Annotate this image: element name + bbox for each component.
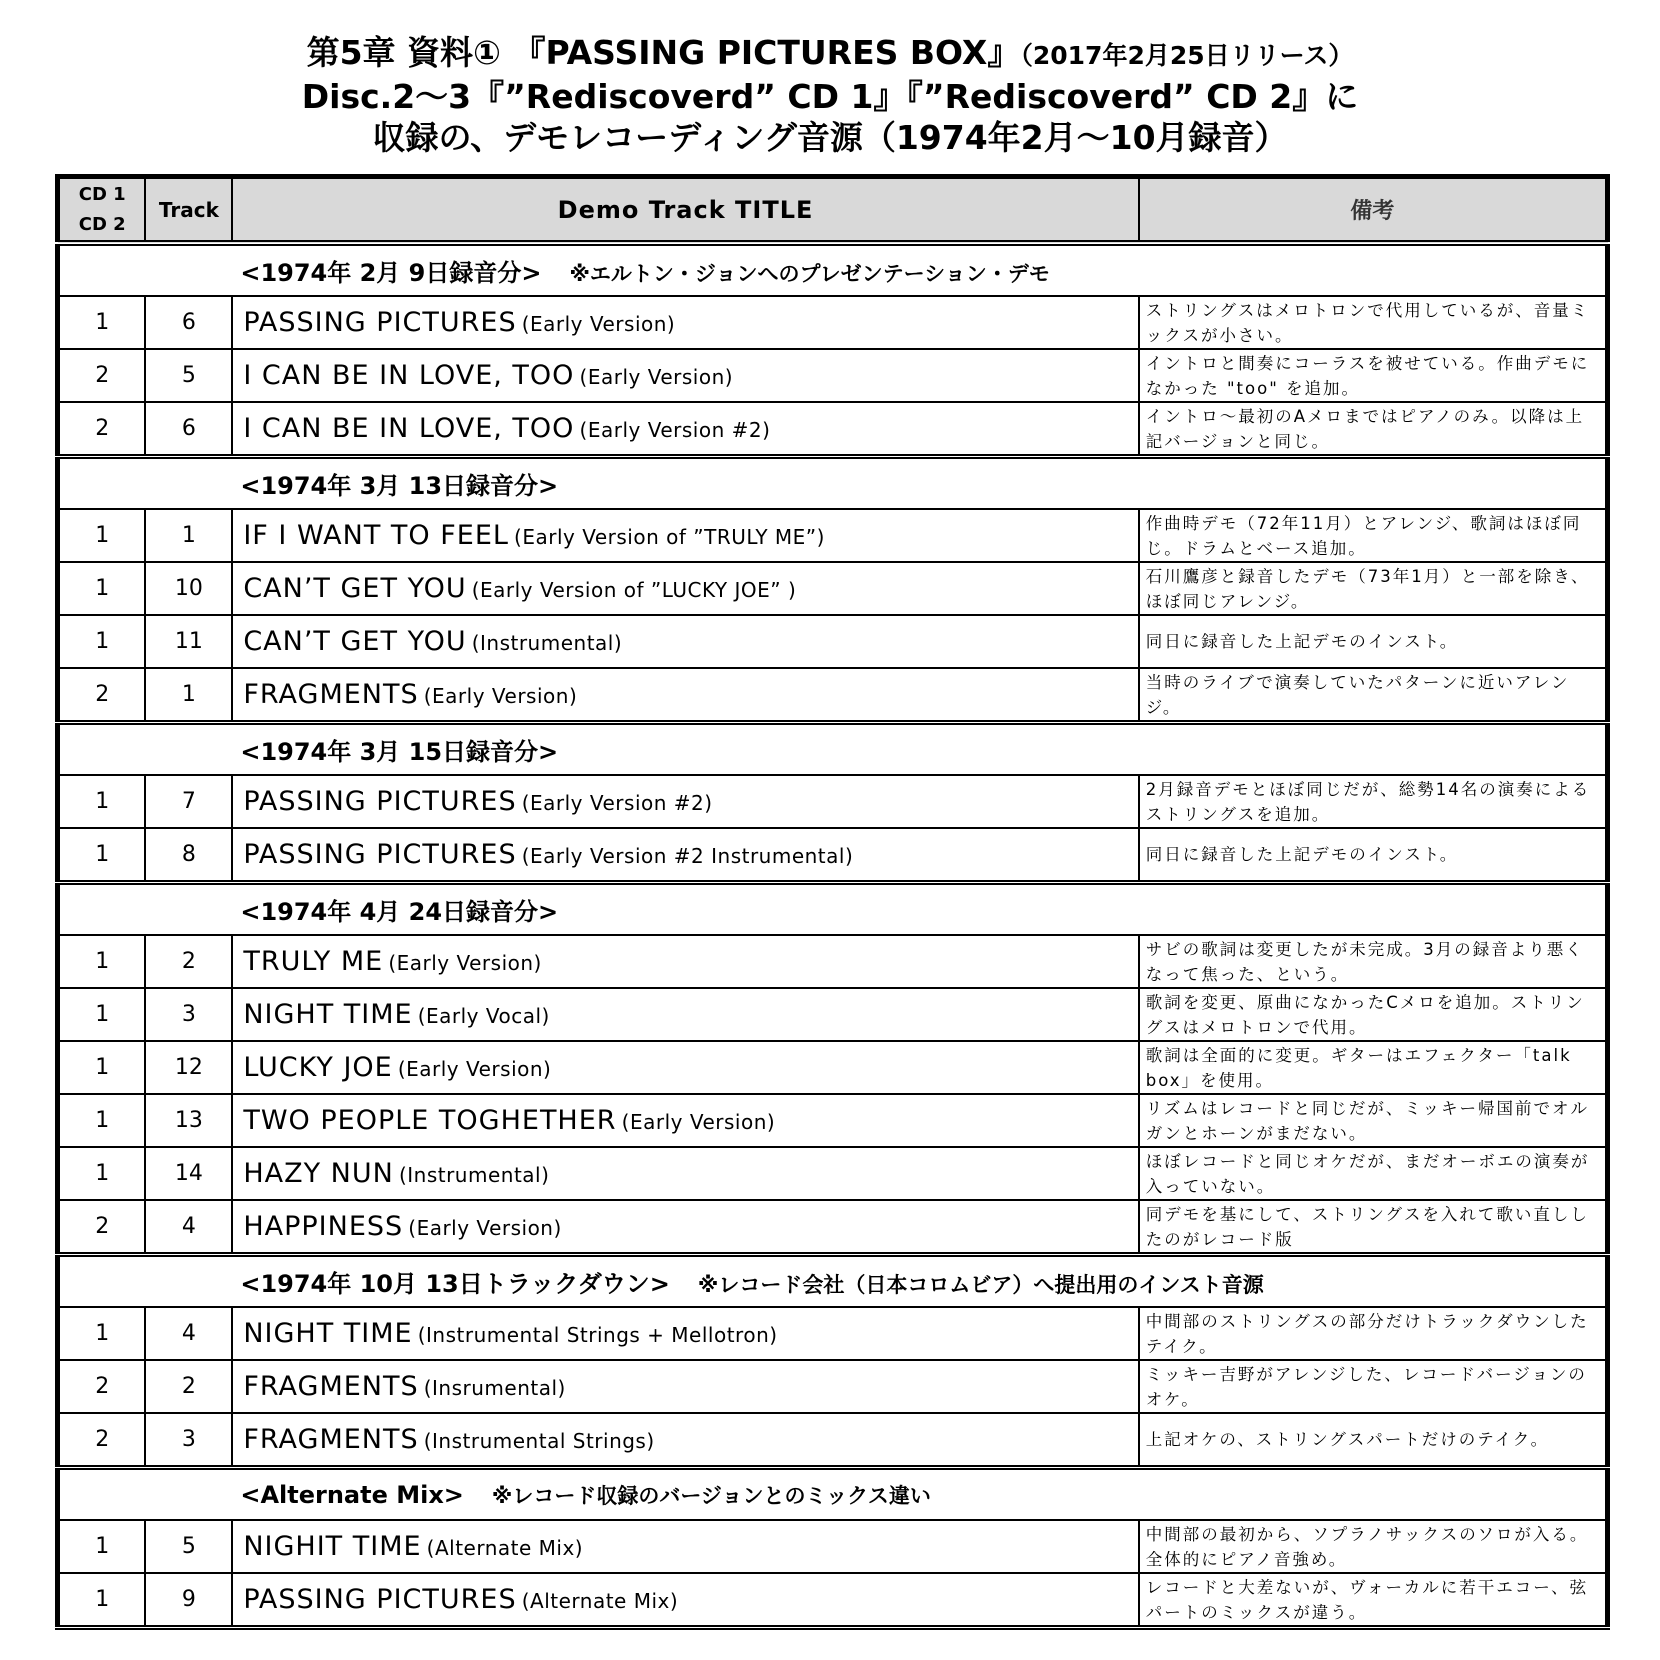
demo-track-table <box>55 174 1610 1630</box>
table-row <box>58 1094 1608 1147</box>
track-number: 12 <box>145 1041 232 1094</box>
track-note: ストリングスはメロトロンで代用しているが、音量ミックスが小さい。 <box>1139 296 1608 349</box>
cd-number: 1 <box>58 509 146 562</box>
track-title-cell <box>232 1413 1138 1468</box>
track-title: IF I WANT TO FEEL <box>243 520 509 551</box>
track-version: (Instrumental Strings) <box>423 1429 655 1453</box>
section-heading-note: ※レコード会社（日本コロムビア）へ提出用のインスト音源 <box>697 1273 1264 1297</box>
section-heading: <1974年 3月 13日録音分> <box>240 472 559 500</box>
track-version: (Early Version of ”TRULY ME”) <box>514 525 825 549</box>
track-title-cell <box>232 349 1138 402</box>
table-row <box>58 1147 1608 1200</box>
cd-number: 1 <box>58 562 146 615</box>
track-number: 2 <box>145 1360 232 1413</box>
table-row <box>58 1520 1608 1573</box>
track-version: (Early Version) <box>621 1110 776 1134</box>
track-title: CAN’T GET YOU <box>243 573 467 604</box>
table-row <box>58 402 1608 457</box>
track-number: 10 <box>145 562 232 615</box>
track-title: FRAGMENTS <box>243 679 419 710</box>
section-heading: <Alternate Mix> <box>240 1480 464 1509</box>
track-title: TRULY ME <box>243 946 384 977</box>
track-title: HAZY NUN <box>243 1158 394 1189</box>
section-heading-cell <box>232 457 1607 510</box>
track-title-cell <box>232 1360 1138 1413</box>
section-heading-note: ※レコード収録のバージョンとのミックス違い <box>491 1483 931 1508</box>
track-number: 5 <box>145 349 232 402</box>
section-heading-spacer <box>58 1468 233 1521</box>
track-title-cell <box>232 1573 1138 1628</box>
cd-number: 1 <box>58 615 146 668</box>
section-heading-cell <box>232 1468 1607 1521</box>
table-row <box>58 1360 1608 1413</box>
section-heading-cell <box>232 883 1607 936</box>
cd-number: 1 <box>58 1573 146 1628</box>
track-number: 14 <box>145 1147 232 1200</box>
track-note: 同日に録音した上記デモのインスト。 <box>1139 615 1608 668</box>
track-title-cell <box>232 1041 1138 1094</box>
table-row <box>58 988 1608 1041</box>
track-note: 作曲時デモ（72年11月）とアレンジ、歌詞はほぼ同じ。ドラムとベース追加。 <box>1139 509 1608 562</box>
track-note: ミッキー吉野がアレンジした、レコードバージョンのオケ。 <box>1139 1360 1608 1413</box>
track-title: I CAN BE IN LOVE, TOO <box>243 413 575 444</box>
section-heading-cell <box>232 243 1607 296</box>
track-note: 石川鷹彦と録音したデモ（73年1月）と一部を除き、ほぼ同じアレンジ。 <box>1139 562 1608 615</box>
section-heading-row <box>58 243 1608 296</box>
track-title-cell <box>232 296 1138 349</box>
track-version: (Early Version) <box>388 951 542 975</box>
track-version: (Early Version) <box>397 1057 552 1081</box>
section-heading: <1974年 4月 24日録音分> <box>240 898 559 926</box>
track-note: 同デモを基にして、ストリングスを入れて歌い直ししたのがレコード版 <box>1139 1200 1608 1255</box>
track-title: NIGHIT TIME <box>243 1531 422 1562</box>
cd-number: 2 <box>58 1360 146 1413</box>
track-note: レコードと大差ないが、ヴォーカルに若干エコー、弦パートのミックスが違う。 <box>1139 1573 1608 1628</box>
track-title: LUCKY JOE <box>243 1052 393 1083</box>
section-heading-note: ※エルトン・ジョンへのプレゼンテーション・デモ <box>569 262 1050 286</box>
header-title: 第5章 資料① 『PASSING PICTURES BOX』 <box>306 33 1021 72</box>
track-version: (Instrumental Strings + Mellotron) <box>417 1323 778 1347</box>
track-version: (Early Version) <box>408 1216 562 1240</box>
table-row <box>58 1307 1608 1360</box>
track-note: 2月録音デモとほぼ同じだが、総勢14名の演奏によるストリングスを追加。 <box>1139 775 1608 828</box>
cd-number: 2 <box>58 668 146 723</box>
cd-number: 2 <box>58 402 146 457</box>
cd-number: 1 <box>58 935 146 988</box>
section-heading: <1974年 2月 9日録音分> <box>240 259 542 287</box>
track-title: PASSING PICTURES <box>243 786 517 817</box>
track-note: 歌詞を変更、原曲になかったCメロを追加。ストリングスはメロトロンで代用。 <box>1139 988 1608 1041</box>
cd-number: 1 <box>58 1307 146 1360</box>
track-title-cell <box>232 935 1138 988</box>
track-number: 7 <box>145 775 232 828</box>
track-version: (Early Version #2) <box>579 418 771 442</box>
track-version: (Early Version of ”LUCKY JOE” ) <box>471 578 797 602</box>
cd-number: 2 <box>58 1413 146 1468</box>
track-note: 当時のライブで演奏していたパターンに近いアレンジ。 <box>1139 668 1608 723</box>
table-body <box>58 243 1608 1628</box>
table-row <box>58 615 1608 668</box>
col-header-cd: CD 1 CD 2 <box>58 177 146 244</box>
cd-number: 1 <box>58 1147 146 1200</box>
section-heading-cell <box>232 1255 1607 1308</box>
track-number: 3 <box>145 1413 232 1468</box>
table-row <box>58 668 1608 723</box>
track-note: イントロと間奏にコーラスを被せている。作曲デモになかった "too" を追加。 <box>1139 349 1608 402</box>
track-number: 9 <box>145 1573 232 1628</box>
track-title: I CAN BE IN LOVE, TOO <box>243 360 575 391</box>
section-heading: <1974年 10月 13日トラックダウン> <box>240 1270 670 1298</box>
track-number: 6 <box>145 296 232 349</box>
track-note: リズムはレコードと同じだが、ミッキー帰国前でオルガンとホーンがまだない。 <box>1139 1094 1608 1147</box>
track-title: NIGHT TIME <box>243 1318 413 1349</box>
table-row <box>58 775 1608 828</box>
track-number: 1 <box>145 668 232 723</box>
track-number: 1 <box>145 509 232 562</box>
track-title: FRAGMENTS <box>243 1424 419 1455</box>
track-title-cell <box>232 668 1138 723</box>
track-number: 4 <box>145 1200 232 1255</box>
header-line-3: 収録の、デモレコーディング音源（1974年2月～10月録音） <box>372 118 1288 157</box>
track-note: サビの歌詞は変更したが未完成。3月の録音より悪くなって焦った、という。 <box>1139 935 1608 988</box>
track-number: 4 <box>145 1307 232 1360</box>
section-heading-row <box>58 457 1608 510</box>
track-title: NIGHT TIME <box>243 999 413 1030</box>
track-note: ほぼレコードと同じオケだが、まだオーボエの演奏が入っていない。 <box>1139 1147 1608 1200</box>
table-row <box>58 935 1608 988</box>
track-number: 13 <box>145 1094 232 1147</box>
track-number: 5 <box>145 1520 232 1573</box>
cd-number: 1 <box>58 296 146 349</box>
track-number: 6 <box>145 402 232 457</box>
col-header-title: Demo Track TITLE <box>232 177 1138 244</box>
track-title: TWO PEOPLE TOGHETHER <box>243 1105 617 1136</box>
track-title-cell <box>232 615 1138 668</box>
track-note: 中間部の最初から、ソプラノサックスのソロが入る。全体的にピアノ音強め。 <box>1139 1520 1608 1573</box>
table-row <box>58 1573 1608 1628</box>
cd-number: 1 <box>58 1094 146 1147</box>
col-header-track: Track <box>145 177 232 244</box>
table-row <box>58 296 1608 349</box>
document-header <box>0 32 1660 158</box>
track-note: 歌詞は全面的に変更。ギターはエフェクター「talk box」を使用。 <box>1139 1041 1608 1094</box>
track-version: (Insrumental) <box>423 1376 566 1400</box>
cd-number: 1 <box>58 988 146 1041</box>
track-title-cell <box>232 402 1138 457</box>
table-row <box>58 562 1608 615</box>
header-line-2: Disc.2～3『”Rediscoverd” CD 1』『”Rediscoverd” CD 2』に <box>301 77 1359 116</box>
cd-number: 1 <box>58 775 146 828</box>
col-header-note: 備考 <box>1139 177 1608 244</box>
section-heading-spacer <box>58 723 233 776</box>
track-version: (Alternate Mix) <box>426 1536 584 1560</box>
header-line-1 <box>0 32 1660 76</box>
track-version: (Early Version #2 Instrumental) <box>521 844 854 868</box>
section-heading-row <box>58 1468 1608 1521</box>
track-title: FRAGMENTS <box>243 1371 419 1402</box>
table-row <box>58 349 1608 402</box>
section-heading-spacer <box>58 457 233 510</box>
section-heading-row <box>58 883 1608 936</box>
track-note: 同日に録音した上記デモのインスト。 <box>1139 828 1608 883</box>
section-heading-row <box>58 723 1608 776</box>
track-version: (Early Vocal) <box>417 1004 550 1028</box>
track-title-cell <box>232 1094 1138 1147</box>
table-row <box>58 509 1608 562</box>
track-number: 11 <box>145 615 232 668</box>
track-title: CAN’T GET YOU <box>243 626 467 657</box>
table-row <box>58 1413 1608 1468</box>
track-version: (Early Version) <box>423 684 578 708</box>
section-heading-spacer <box>58 1255 233 1308</box>
track-number: 3 <box>145 988 232 1041</box>
track-title-cell <box>232 828 1138 883</box>
track-note: 中間部のストリングスの部分だけトラックダウンしたテイク。 <box>1139 1307 1608 1360</box>
section-heading-cell <box>232 723 1607 776</box>
track-version: (Early Version #2) <box>521 791 713 815</box>
track-title-cell <box>232 1307 1138 1360</box>
track-version: (Instrumental) <box>471 631 623 655</box>
cd-number: 1 <box>58 1520 146 1573</box>
track-title-cell <box>232 1147 1138 1200</box>
track-version: (Early Version) <box>521 312 676 336</box>
track-title-cell <box>232 1200 1138 1255</box>
track-title-cell <box>232 1520 1138 1573</box>
track-title: HAPPINESS <box>243 1211 404 1242</box>
section-heading-spacer <box>58 883 233 936</box>
track-title: PASSING PICTURES <box>243 1584 517 1615</box>
section-heading: <1974年 3月 15日録音分> <box>240 738 559 766</box>
track-note: 上記オケの、ストリングスパートだけのテイク。 <box>1139 1413 1608 1468</box>
track-title-cell <box>232 988 1138 1041</box>
track-title-cell <box>232 509 1138 562</box>
track-number: 2 <box>145 935 232 988</box>
track-version: (Early Version) <box>579 365 734 389</box>
section-heading-spacer <box>58 243 233 296</box>
table-row <box>58 1041 1608 1094</box>
cd-number: 2 <box>58 1200 146 1255</box>
track-title: PASSING PICTURES <box>243 839 517 870</box>
track-title-cell <box>232 775 1138 828</box>
track-version: (Alternate Mix) <box>521 1589 679 1613</box>
cd-number: 1 <box>58 1041 146 1094</box>
table-row <box>58 1200 1608 1255</box>
cd-number: 2 <box>58 349 146 402</box>
track-note: イントロ～最初のAメロまではピアノのみ。以降は上記バージョンと同じ。 <box>1139 402 1608 457</box>
track-title: PASSING PICTURES <box>243 307 517 338</box>
section-heading-row <box>58 1255 1608 1308</box>
track-number: 8 <box>145 828 232 883</box>
track-version: (Instrumental) <box>398 1163 550 1187</box>
cd-number: 1 <box>58 828 146 883</box>
track-title-cell <box>232 562 1138 615</box>
header-release-date: （2017年2月25日リリース） <box>1020 41 1354 70</box>
table-header-row <box>58 177 1608 244</box>
table-row <box>58 828 1608 883</box>
